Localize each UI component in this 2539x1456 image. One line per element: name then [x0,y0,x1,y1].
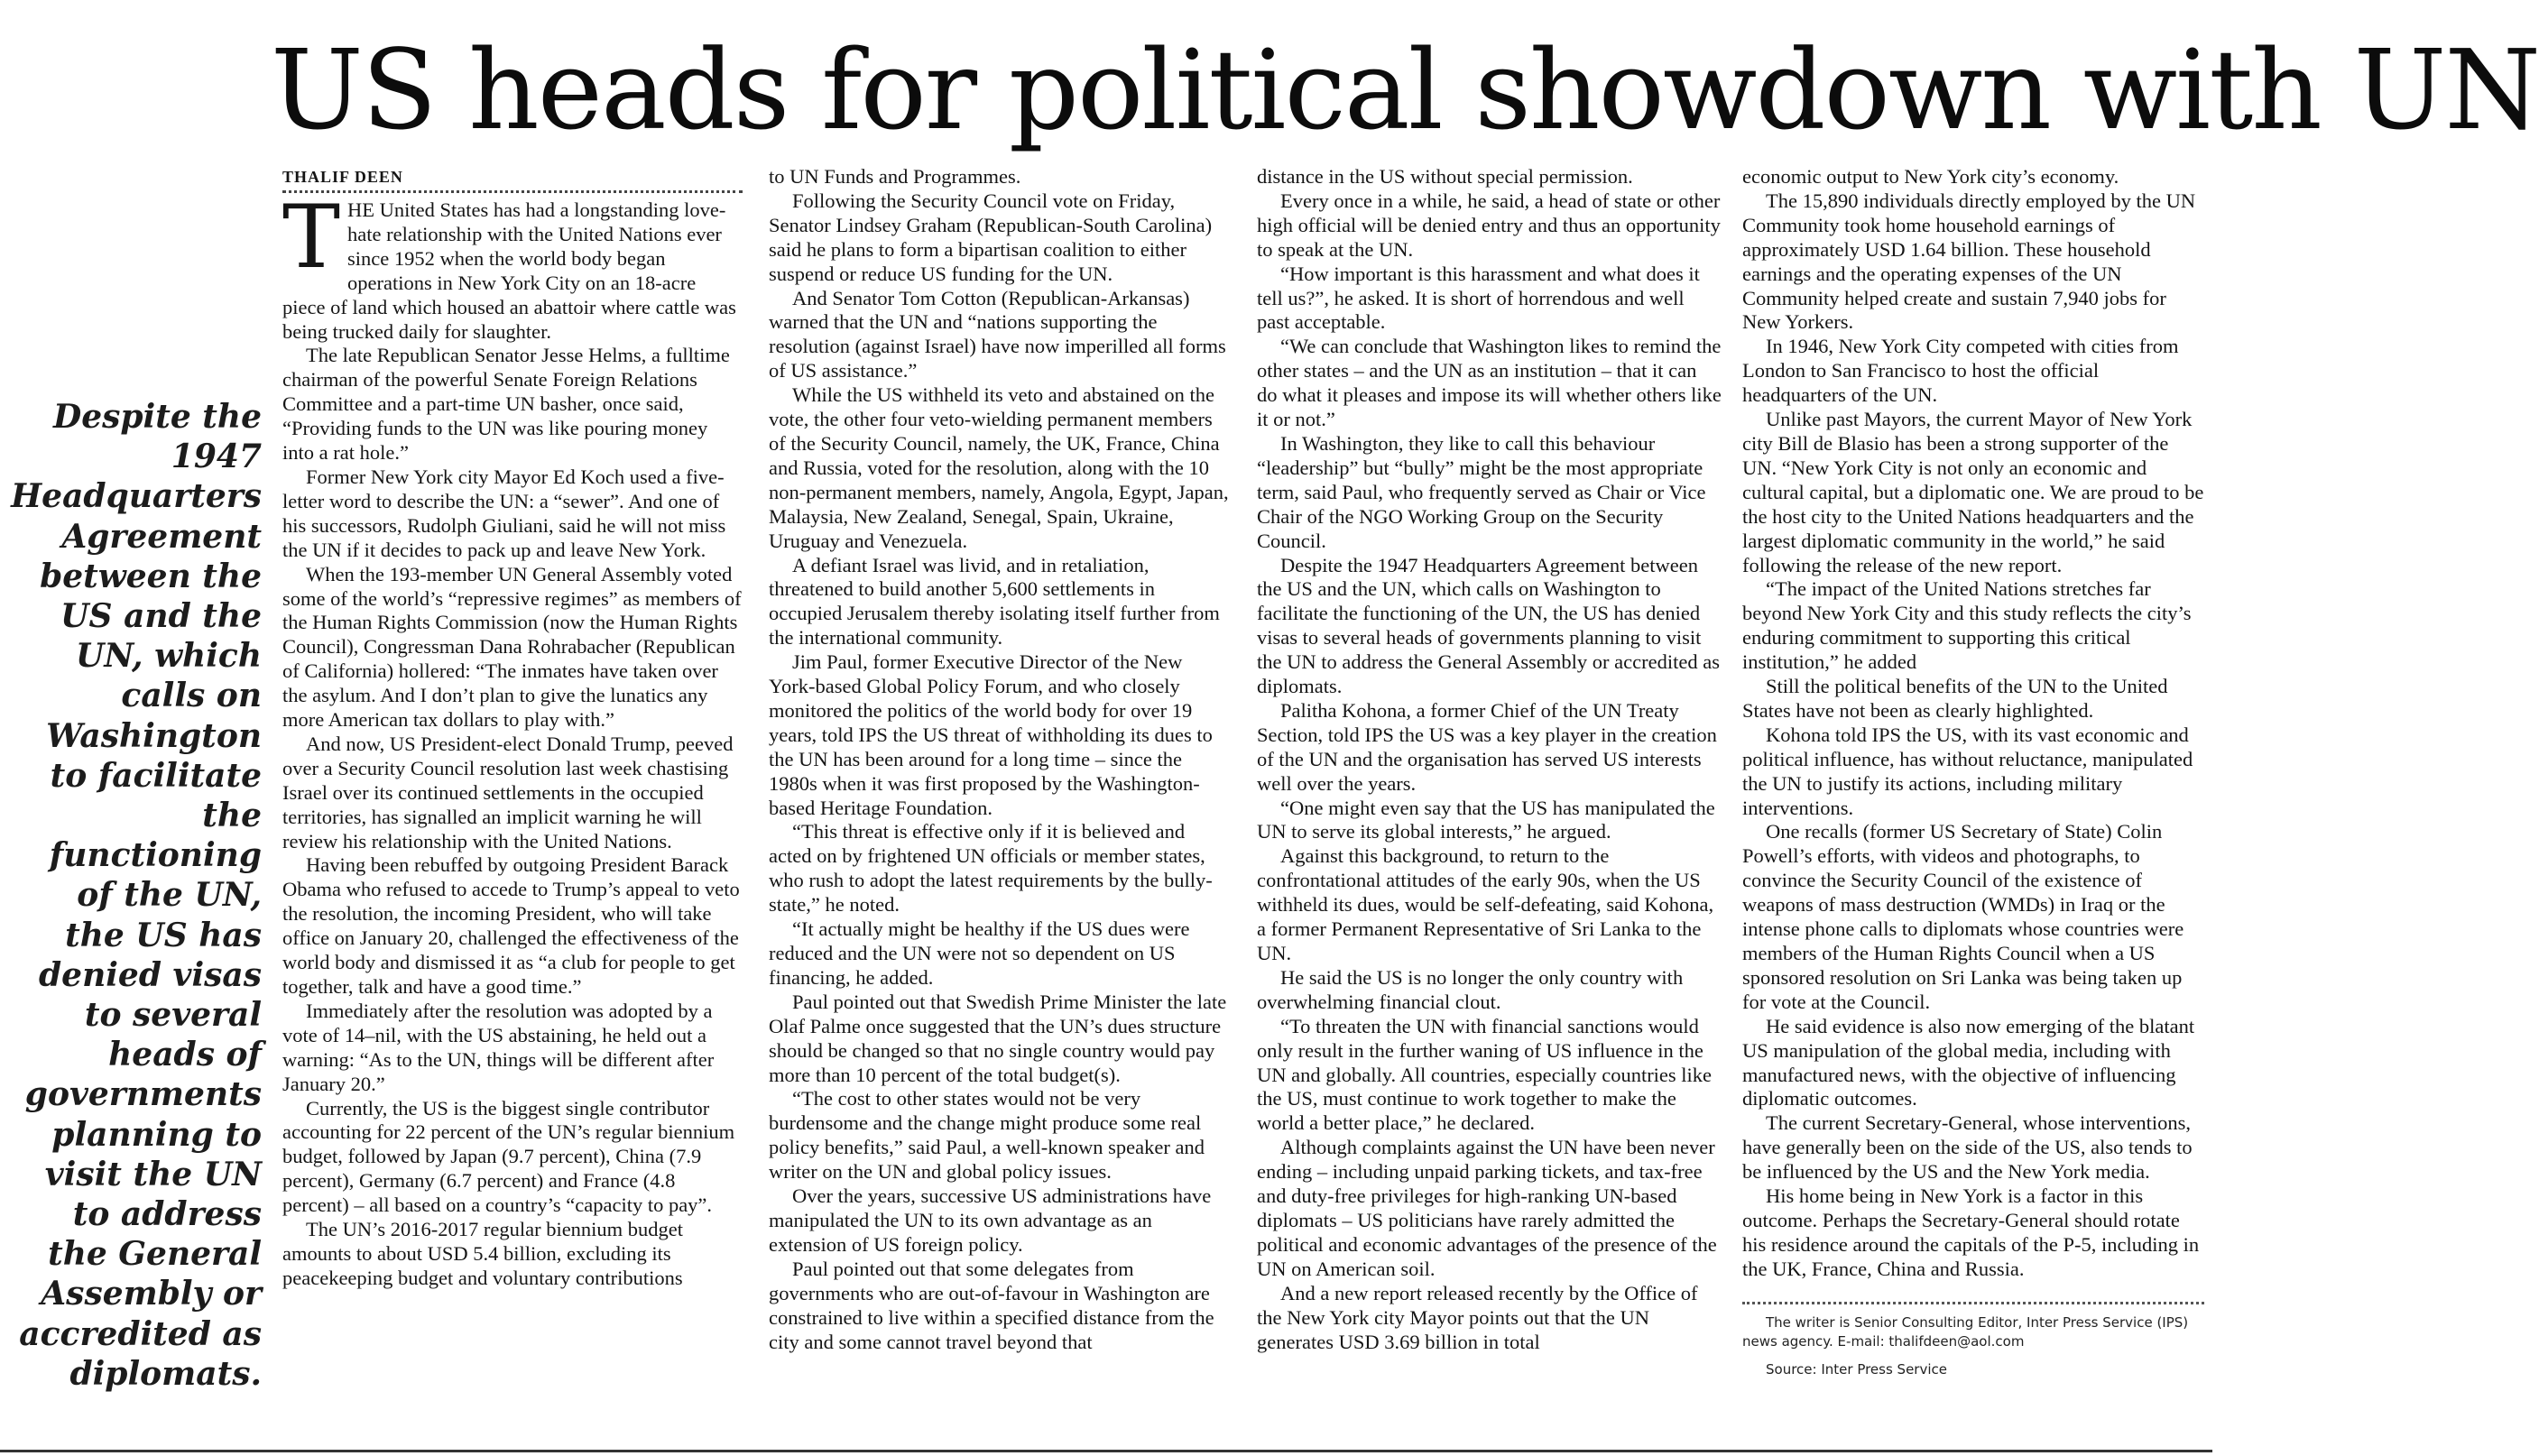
paragraph: “This threat is effective only if it is believed and acted on by frightened UN officials or member states, who rush to adopt the latest requirements by the bully-state,” he noted. [769,820,1213,917]
paragraph: Kohona told IPS the US, with its vast economic and political influence, has without reluctance, manipulated the UN to justify its actions, including military interventions. [1742,723,2193,819]
paragraph: Despite the 1947 Headquarters Agreement between the US and the UN, which calls on Washington to facilitate the functioning of the UN, the US has denied visas to several heads of governments planning to visit the UN to address the General Assembly or accredited as diplomats. [1257,553,1720,698]
drop-cap: T [282,187,341,288]
paragraph: Currently, the US is the biggest single contributor accounting for 22 percent of the UN’s regular biennium budget, followed by Japan (9.7 percent), China (7.9 percent), Germany (6.7 percent) and France (4.8 percent) – all based on a country’s “capacity to pay”. [282,1096,735,1217]
paragraph: Unlike past Mayors, the current Mayor of New York city Bill de Blasio has been a strong supporter of the UN. “New York City is not only an economic and cultural capital, but a diplomatic one. We are proud to be the host city to the United Nations headquarters and the largest diplomatic community in the world,” he said following the release of the new report. [1742,408,2204,576]
paragraph: In 1946, New York City competed with cities from London to San Francisco to host the official headquarters of the UN. [1742,335,2179,407]
paragraph: And a new report released recently by the Office of the New York city Mayor points out that the UN generates USD 3.69 billion in total [1257,1281,1698,1353]
paragraph: Immediately after the resolution was adopted by a vote of 14–nil, with the US abstaining, he held out a warning: “As to the UN, things will be different after January 20.” [282,999,715,1095]
lead-paragraph [282,187,743,344]
writer-note: The writer is Senior Consulting Editor, Inter Press Service (IPS) news agency. E-mail: thalifdeen@aol.com [1742,1313,2189,1350]
paragraph: “The impact of the United Nations stretches far beyond New York City and this study reflects the city’s enduring commitment to supporting this critical institution,” he added [1742,577,2192,674]
paragraph: “To threaten the UN with financial sanctions would only result in the further waning of US influence in the UN and globally. All countries, especially countries like the US, must continue to work together to make the world a better place,” he declared. [1257,1014,1713,1135]
column-3-body [1257,189,1722,1355]
paragraph: Having been rebuffed by outgoing President Barack Obama who refused to accede to Trump’s appeal to veto the resolution, the incoming President, who will take office on January 20, challenged the effectiveness of the world body and dismissed it as “a club for people to get together, talk and have a good time.” [282,853,740,998]
paragraph: Jim Paul, former Executive Director of the New York-based Global Policy Forum, and who closely monitored the politics of the world body for over 19 years, told IPS the US threat of withholding its dues to the UN has been around for a long time – since the 1980s when it was first proposed by the Washington-based Heritage Foundation. [769,650,1213,819]
column-4-continuation: economic output to New York city’s economy. [1742,165,2119,188]
paragraph: A defiant Israel was livid, and in retaliation, threatened to build another 5,600 settlements in occupied Jerusalem thereby isolating itself further from the international community. [769,553,1220,650]
article-column-1 [282,165,743,1428]
byline-rule [282,190,743,193]
paragraph: Still the political benefits of the UN to the United States have not been as clearly highlighted. [1742,675,2168,722]
paragraph: Over the years, successive US administrations have manipulated the UN to its own advantage as an extension of US foreign policy. [769,1184,1212,1256]
column-2-continuation: to UN Funds and Programmes. [769,165,1021,188]
pull-quote: Despite the 1947 Headquarters Agreement between the US and the UN, which calls on Washington to facilitate the functioning of the UN, the US has denied visas to several heads of governments planning to visit the UN to address the General Assembly or accredited as diplomats. [11,398,262,1393]
article-column-3 [1257,165,1722,1428]
paragraph: The current Secretary-General, whose interventions, have generally been on the side of the US, also tends to be influenced by the US and the New York media. [1742,1111,2193,1184]
headline: US heads for political showdown with UN [271,26,2539,154]
paragraph: The late Republican Senator Jesse Helms, a fulltime chairman of the powerful Senate Foreign Relations Committee and a part-time UN basher, once said, “Providing funds to the UN was like pouring money into a rat hole.” [282,344,730,465]
column-3-continuation: distance in the US without special permission. [1257,165,1633,188]
source-note: Source: Inter Press Service [1766,1360,1947,1378]
paragraph: His home being in New York is a factor in this outcome. Perhaps the Secretary-General should rotate his residence around the capitals of the P-5, including in the UK, France, China and Russia. [1742,1184,2200,1280]
footnote-rule [1742,1302,2204,1304]
column-4-body [1742,189,2204,1282]
paragraph: The 15,890 individuals directly employed by the UN Community took home household earnings of approximately USD 1.64 billion. These household earnings and the operating expenses of the UN Community helped create and sustain 7,940 jobs for New Yorkers. [1742,189,2196,334]
paragraph: “How important is this harassment and what does it tell us?”, he asked. It is short of horrendous and well past acceptable. [1257,262,1700,334]
paragraph: “The cost to other states would not be very burdensome and the change might produce some real policy benefits,” said Paul, a well-known speaker and writer on the UN and global policy issues. [769,1087,1205,1184]
bottom-rule [0,1450,2212,1452]
paragraph: “One might even say that the US has manipulated the UN to serve its global interests,” he argued. [1257,796,1715,843]
article-column-4 [1742,165,2204,1428]
lead-text: HE United States has had a longstanding love-hate relationship with the United Nations ever since 1952 when the world body began operations in New York City on an 18-acre piece of land which housed an abattoir where cattle was being trucked daily for slaughter. [282,198,736,343]
paragraph: The UN’s 2016-2017 regular biennium budget amounts to about USD 5.4 billion, excluding its peacekeeping budget and voluntary contributions [282,1218,684,1289]
paragraph: And now, US President-elect Donald Trump, peeved over a Security Council resolution last week chastising Israel over its continued settlements in the occupied territories, has signalled an implicit warning he will review his relationship with the United Nations. [282,732,734,852]
paragraph: And Senator Tom Cotton (Republican-Arkansas) warned that the UN and “nations supporting the resolution (against Israel) have now imperilled all forms of US assistance.” [769,286,1226,382]
paragraph: Palitha Kohona, a former Chief of the UN Treaty Section, told IPS the US was a key player in the creation of the UN and the organisation has served US interests well over the years. [1257,698,1717,795]
paragraph: One recalls (former US Secretary of State) Colin Powell’s efforts, with videos and photographs, to convince the Security Council of the existence of weapons of mass destruction (WMDs) in Iraq or the intense phone calls to diplomats whose countries were members of the Human Rights Council when a US sponsored resolution on Sri Lanka was being taken up for vote at the Council. [1742,820,2184,1013]
paragraph: He said the US is no longer the only country with overwhelming financial clout. [1257,965,1684,1013]
paragraph: When the 193-member UN General Assembly voted some of the world’s “repressive regimes” as members of the Human Rights Commission (now the Human Rights Council), Congressman Dana Rohrabacher (Republican of California) hollered: “The inmates have taken over the asylum. And I don’t plan to give the lunatics any more American tax dollars to play with.” [282,562,742,732]
paragraph: Following the Security Council vote on Friday, Senator Lindsey Graham (Republican-South Carolina) said he plans to form a bipartisan coalition to either suspend or reduce US funding for the UN. [769,189,1213,285]
paragraph: Former New York city Mayor Ed Koch used a five-letter word to describe the UN: a “sewer”. And one of his successors, Rudolph Giuliani, said he will not miss the UN if it decides to pack up and leave New York. [282,465,726,561]
paragraph: Against this background, to return to the confrontational attitudes of the early 90s, when the US withheld its dues, would be self-defeating, said Kohona, a former Permanent Representative of Sri Lanka to the UN. [1257,844,1714,964]
paragraph: Paul pointed out that some delegates from governments who are out-of-favour in Washington are constrained to live within a specified distance from the city and some cannot travel beyond that [769,1257,1214,1353]
paragraph: While the US withheld its veto and abstained on the vote, the other four veto-wielding permanent members of the Security Council, namely, the UK, France, China and Russia, voted for the resolution, along with the 10 non-permanent members, namely, Angola, Egypt, Japan, Malaysia, New Zealand, Senegal, Spain, Ukraine, Uruguay and Venezuela. [769,383,1229,552]
paragraph: Every once in a while, he said, a head of state or other high official will be denied entry and thus an opportunity to speak at the UN. [1257,189,1721,261]
byline: THALIF DEEN [282,168,403,186]
column-2-body [769,189,1233,1355]
paragraph: “It actually might be healthy if the US dues were reduced and the UN were not so dependent on US financing, he added. [769,917,1190,989]
paragraph: “We can conclude that Washington likes to remind the other states – and the UN as an institution – that it can do what it pleases and impose its will whether others like it or not.” [1257,335,1722,431]
paragraph: He said evidence is also now emerging of the blatant US manipulation of the global media, including with manufactured news, with the objective of influencing diplomatic outcomes. [1742,1014,2195,1110]
column-1-body [282,344,743,1290]
paragraph: In Washington, they like to call this behaviour “leadership” but “bully” might be the most appropriate term, said Paul, who frequently served as Chair or Vice Chair of the NGO Working Group on the Security Council. [1257,431,1706,552]
paragraph: Although complaints against the UN have been never ending – including unpaid parking tickets, and tax-free and duty-free privileges for high-ranking UN-based diplomats – US politicians have rarely admitted the political and economic advantages of the presence of the UN on American soil. [1257,1136,1717,1280]
paragraph: Paul pointed out that Swedish Prime Minister the late Olaf Palme once suggested that the UN’s dues structure should be changed so that no single country would pay more than 10 percent of the total budget(s). [769,990,1227,1086]
article-column-2 [769,165,1233,1428]
